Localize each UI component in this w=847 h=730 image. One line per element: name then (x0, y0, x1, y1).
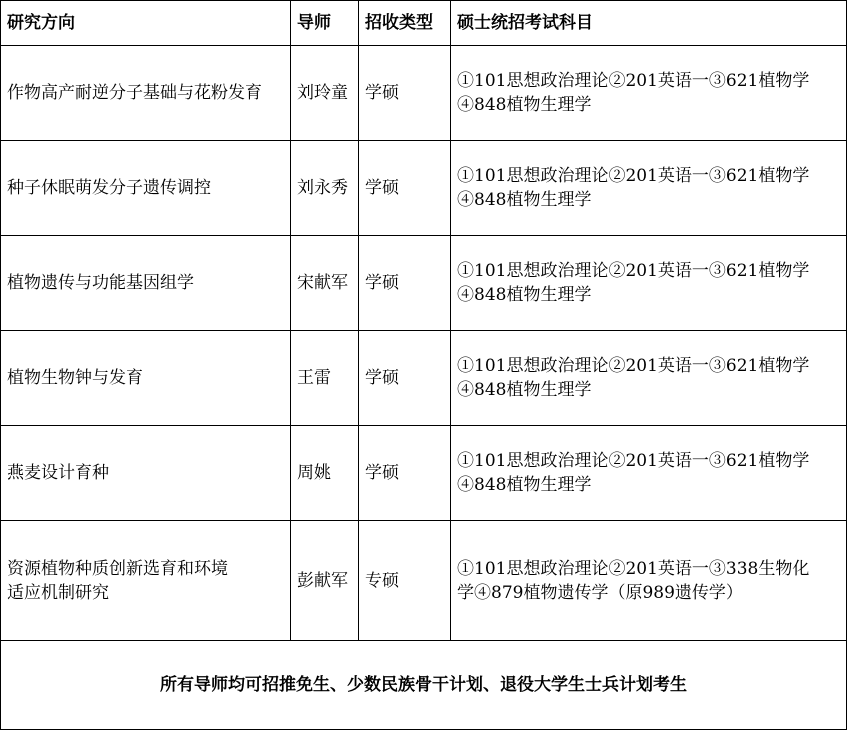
table-row (1, 236, 847, 331)
research-direction-text: 适应机制研究 (7, 582, 109, 603)
exam-subjects-line: ①101思想政治理论②201英语一③621植物学 (457, 261, 810, 281)
exam-subjects-line: ④848植物生理学 (457, 475, 592, 495)
exam-subjects-cell (451, 141, 847, 236)
header-exam-subjects: 硕士统招考试科目 (451, 1, 847, 46)
exam-subjects-cell (451, 521, 847, 641)
table-row (1, 46, 847, 141)
exam-subjects-line: ④848植物生理学 (457, 380, 592, 400)
table-row (1, 141, 847, 236)
note-row (1, 641, 847, 730)
research-direction-text: 植物生物钟与发育 (7, 368, 143, 388)
research-direction-text: 燕麦设计育种 (7, 463, 109, 483)
header-research-direction: 研究方向 (1, 1, 291, 46)
admission-note: 所有导师均可招推免生、少数民族骨干计划、退役大学生士兵计划考生 (1, 641, 847, 730)
advisor-cell: 刘玲童 (291, 46, 359, 141)
admission-type-cell: 学硕 (359, 331, 451, 426)
advisor-cell: 周姚 (291, 426, 359, 521)
exam-subjects-line: ①101思想政治理论②201英语一③621植物学 (457, 356, 810, 376)
exam-subjects-line: ①101思想政治理论②201英语一③621植物学 (457, 166, 810, 186)
table-row (1, 521, 847, 641)
research-direction-cell (1, 236, 291, 331)
advisor-cell: 宋献军 (291, 236, 359, 331)
research-direction-cell (1, 521, 291, 641)
header-admission-type: 招收类型 (359, 1, 451, 46)
advisor-cell: 刘永秀 (291, 141, 359, 236)
header-row (1, 1, 847, 46)
research-direction-text: 种子休眠萌发分子遗传调控 (7, 178, 211, 198)
header-advisor: 导师 (291, 1, 359, 46)
exam-subjects-line: ④848植物生理学 (457, 95, 592, 115)
research-direction-cell (1, 331, 291, 426)
exam-subjects-line: ④848植物生理学 (457, 190, 592, 210)
research-direction-cell (1, 141, 291, 236)
table-row (1, 331, 847, 426)
admission-type-cell: 学硕 (359, 426, 451, 521)
exam-subjects-line: ①101思想政治理论②201英语一③338生物化 (457, 558, 810, 579)
admission-type-cell: 学硕 (359, 236, 451, 331)
exam-subjects-line: ①101思想政治理论②201英语一③621植物学 (457, 71, 810, 91)
admission-type-cell: 学硕 (359, 141, 451, 236)
research-direction-cell (1, 426, 291, 521)
research-direction-cell (1, 46, 291, 141)
exam-subjects-cell (451, 331, 847, 426)
advisor-cell: 王雷 (291, 331, 359, 426)
exam-subjects-cell (451, 236, 847, 331)
admission-type-cell: 学硕 (359, 46, 451, 141)
exam-subjects-line: ④848植物生理学 (457, 285, 592, 305)
research-direction-text: 资源植物种质创新选育和环境 (7, 558, 228, 579)
exam-subjects-line: 学④879植物遗传学（原989遗传学） (457, 582, 743, 603)
exam-subjects-cell (451, 426, 847, 521)
admission-type-cell: 专硕 (359, 521, 451, 641)
table-row (1, 426, 847, 521)
advisor-cell: 彭献军 (291, 521, 359, 641)
research-direction-text: 植物遗传与功能基因组学 (7, 273, 194, 293)
exam-subjects-line: ①101思想政治理论②201英语一③621植物学 (457, 451, 810, 471)
exam-subjects-cell (451, 46, 847, 141)
research-direction-text: 作物高产耐逆分子基础与花粉发育 (7, 83, 262, 103)
